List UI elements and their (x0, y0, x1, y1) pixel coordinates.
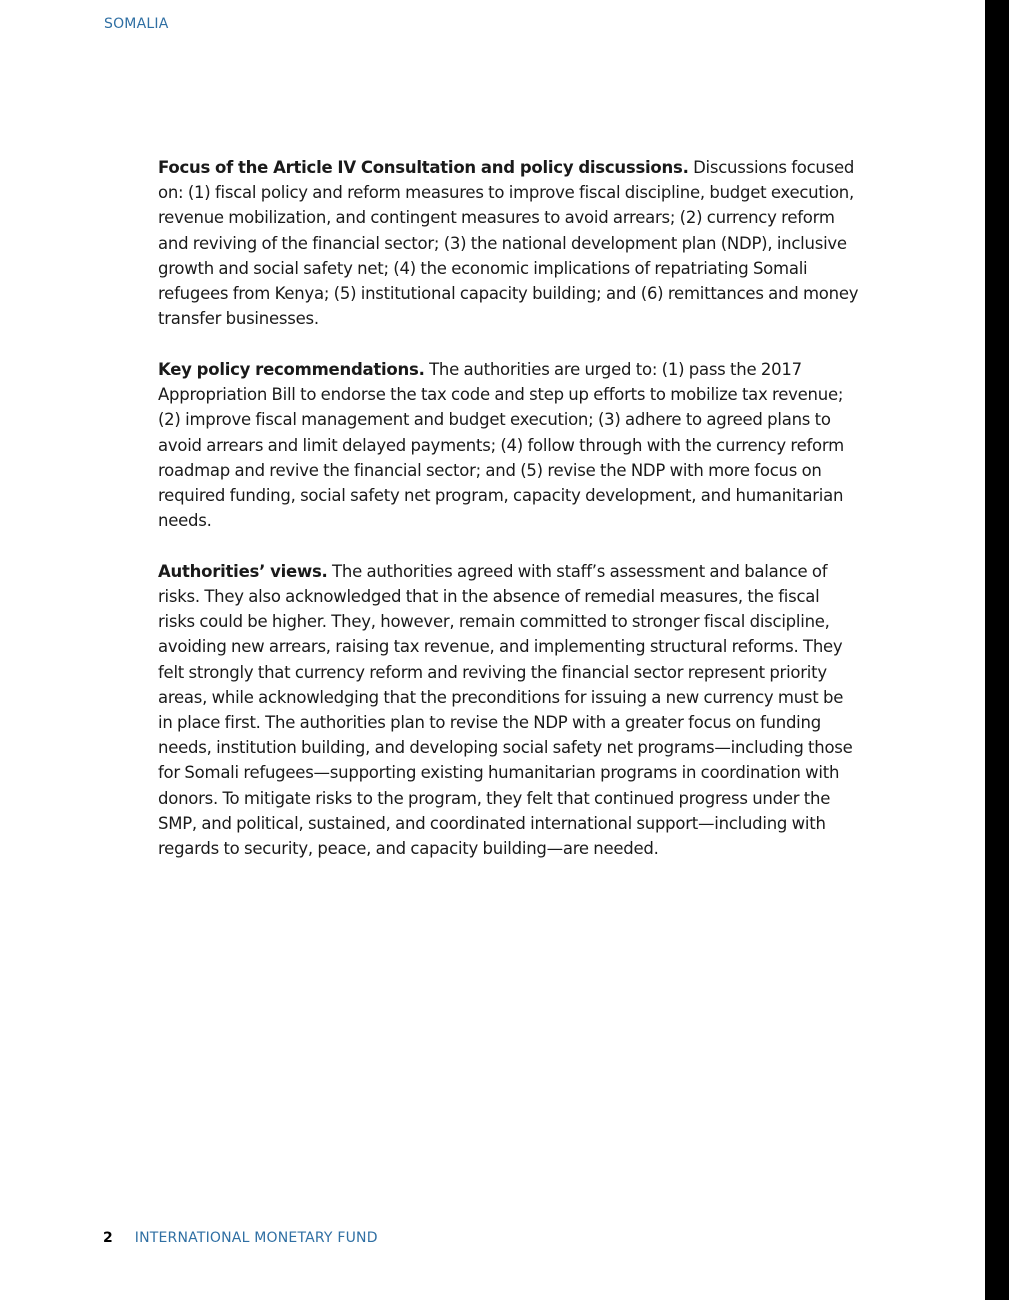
paragraph-recommendations (158, 357, 860, 533)
page-footer (103, 1230, 378, 1246)
paragraph-lead: Key policy recommendations. (158, 359, 425, 379)
window-edge (985, 0, 1009, 1300)
running-head: SOMALIA (104, 16, 169, 32)
body-text (158, 155, 860, 887)
footer-organization: INTERNATIONAL MONETARY FUND (134, 1230, 378, 1246)
page-number: 2 (103, 1230, 113, 1246)
paragraph-body: The authorities agreed with staff’s assessment and balance of risks. They also acknowledged that in the absence of remedial measures, the fiscal risks could be higher. They, however, remain committed to stronger fiscal discipline, avoiding new arrears, raising tax revenue, and implementing structural reforms. They felt strongly that currency reform and reviving the financial sector represent priority areas, while acknowledging that the preconditions for issuing a new currency must be in place first. The authorities plan to revise the NDP with a greater focus on funding needs, institution building, and developing social safety net programs—including those for Somali refugees—supporting existing humanitarian programs in coordination with donors. To mitigate risks to the program, they felt that continued progress under the SMP, and political, sustained, and coordinated international support—including with regards to security, peace, and capacity building—are needed. (158, 561, 853, 859)
paragraph-body: Discussions focused on: (1) fiscal policy and reform measures to improve fiscal discipline, budget execution, revenue mobilization, and contingent measures to avoid arrears; (2) currency reform and reviving of the financial sector; (3) the national development plan (NDP), inclusive growth and social safety net; (4) the economic implications of repatriating Somali refugees from Kenya; (5) institutional capacity building; and (6) remittances and money transfer businesses. (158, 158, 859, 329)
paragraph-lead: Focus of the Article IV Consultation and policy discussions. (158, 158, 689, 177)
paragraph-body: The authorities are urged to: (1) pass the 2017 Appropriation Bill to endorse the tax code and step up efforts to mobilize tax revenue; (2) improve fiscal management and budget execution; (3) adhere to agreed plans to avoid arrears and limit delayed payments; (4) follow through with the currency reform roadmap and revive the financial sector; and (5) revise the NDP with more focus on required funding, social safety net program, capacity development, and humanitarian needs. (158, 359, 844, 531)
paragraph-lead: Authorities’ views. (158, 561, 328, 581)
paragraph-authorities-views (158, 559, 860, 861)
paragraph-focus (158, 155, 860, 331)
